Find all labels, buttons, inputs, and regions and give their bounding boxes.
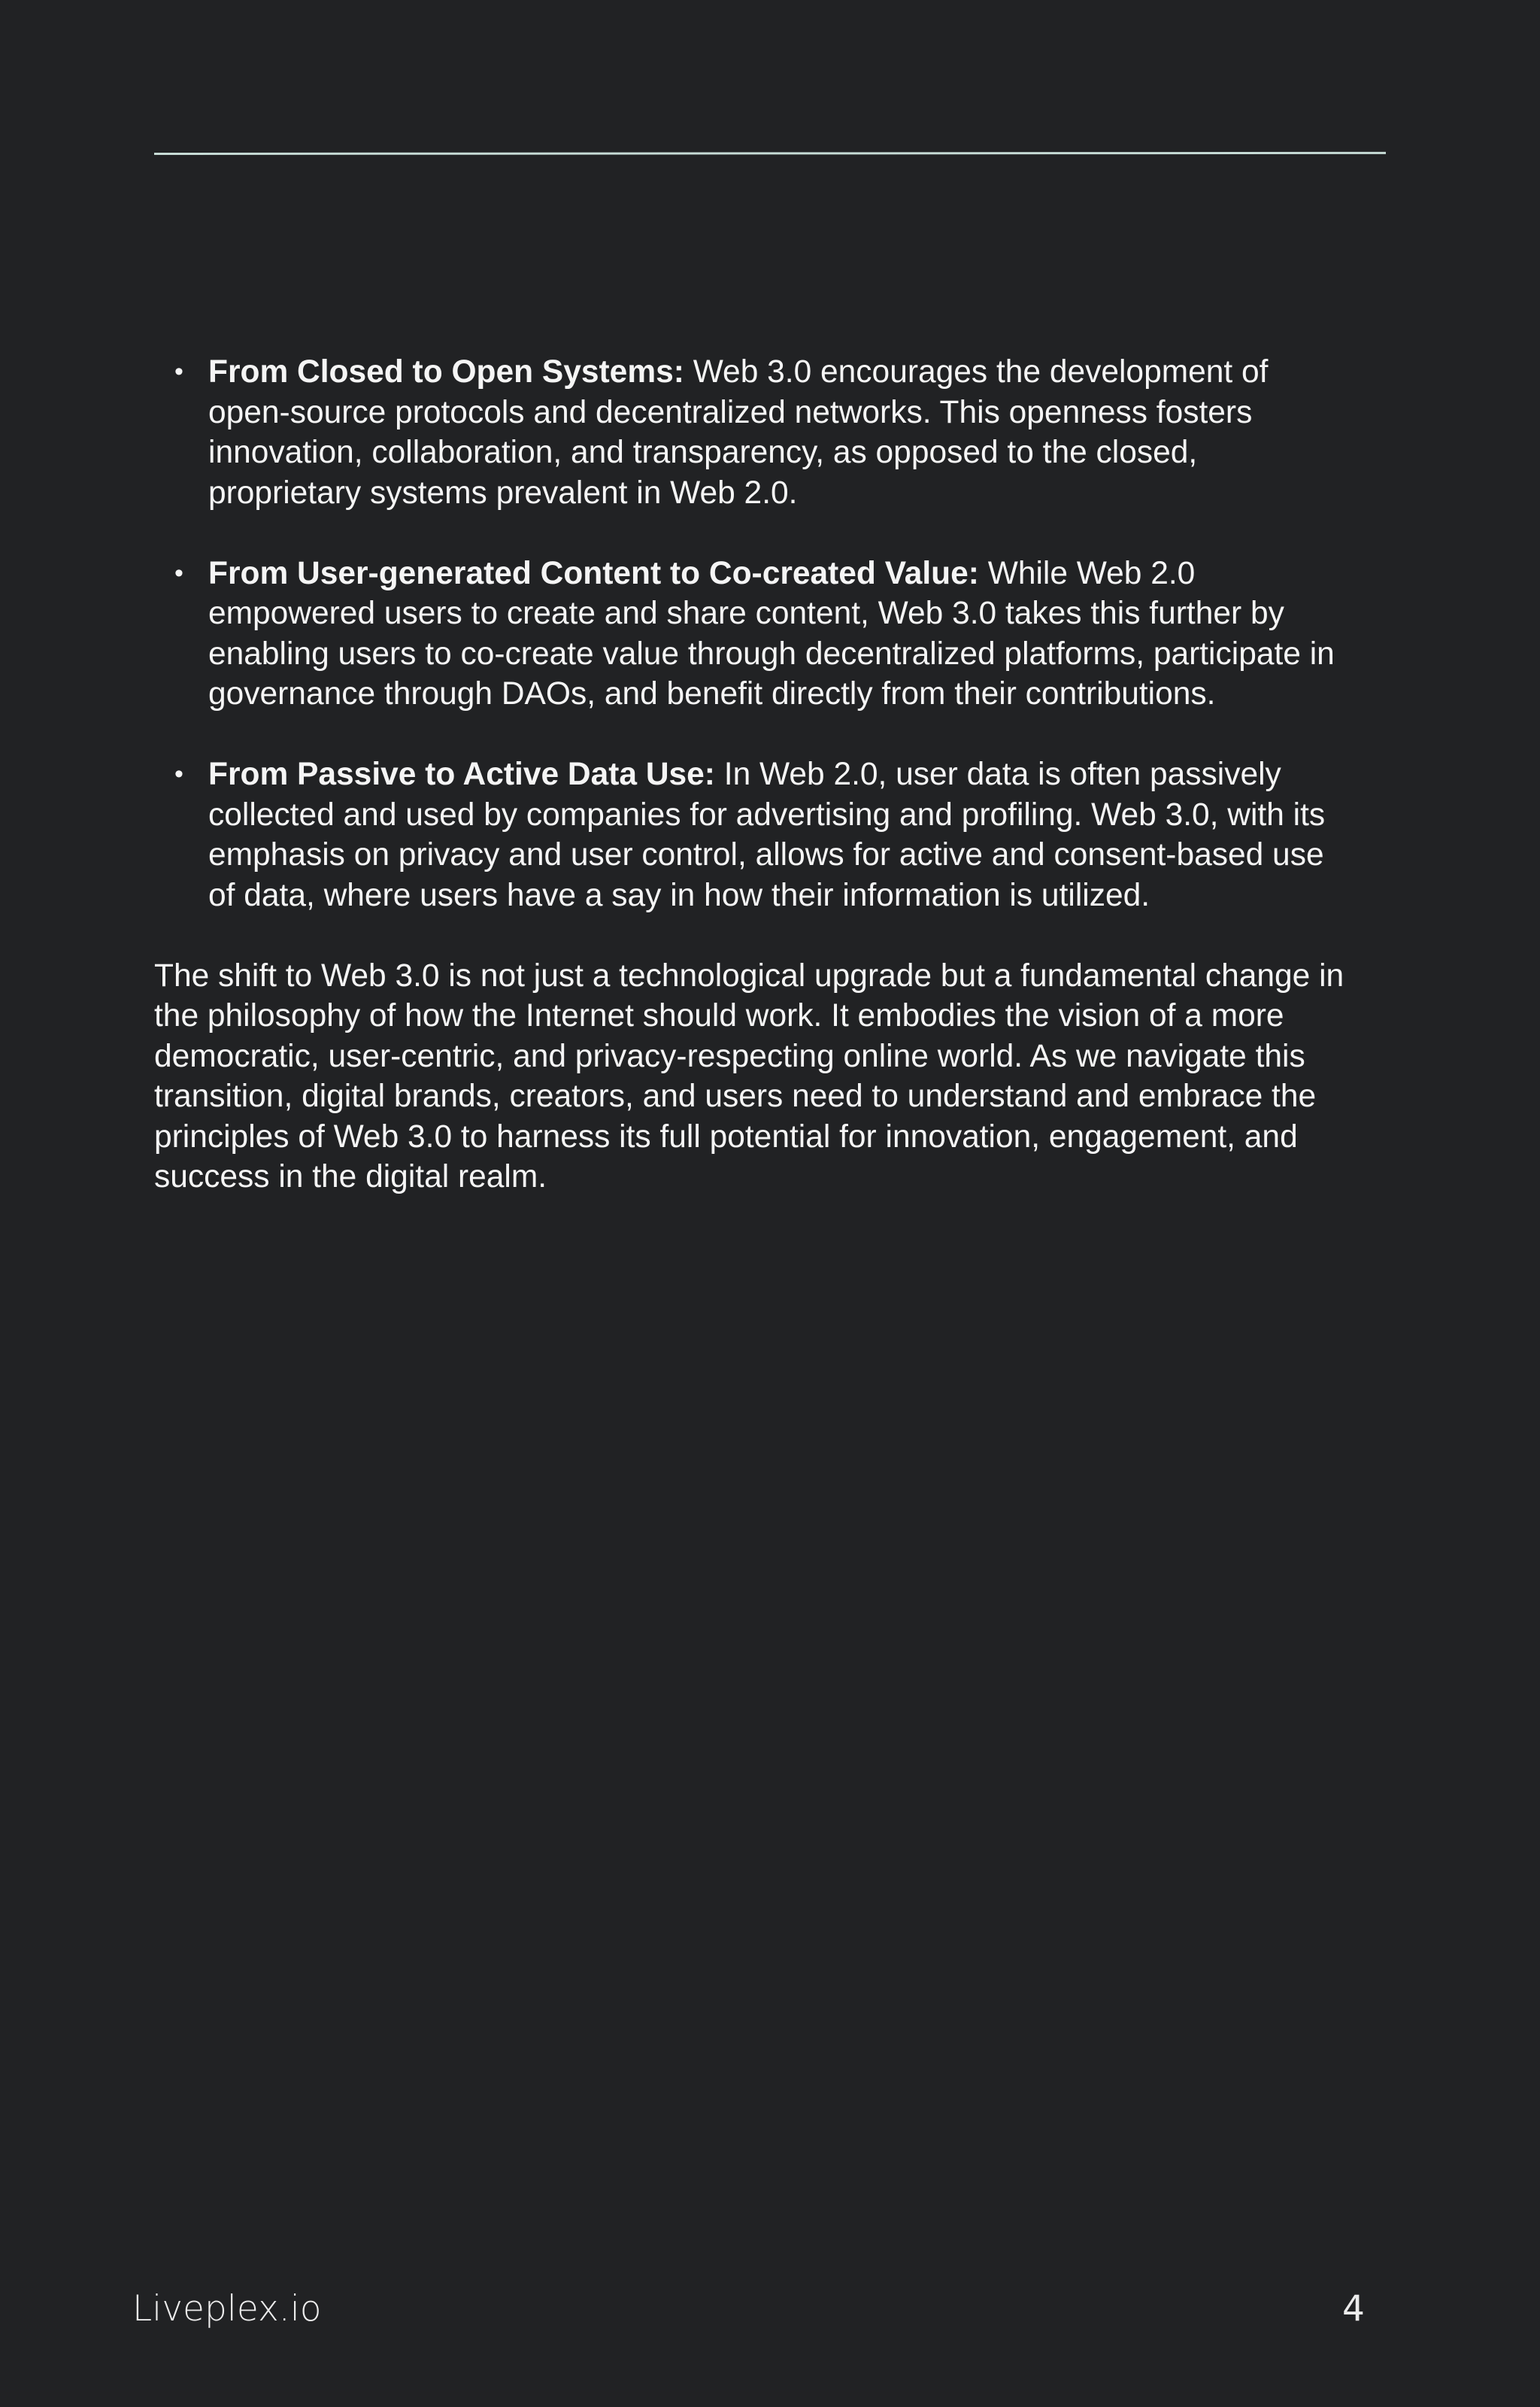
list-item — [154, 754, 1350, 915]
bullet-icon: • — [174, 357, 183, 386]
footer-brand: Liveplex.io — [132, 2288, 322, 2330]
header-rule — [154, 152, 1386, 155]
bullet-icon: • — [174, 558, 183, 587]
bullet-lead: From User-generated Content to Co-created Value: — [208, 555, 979, 591]
closing-paragraph: The shift to Web 3.0 is not just a technological upgrade but a fundamental change in the philosophy of how the Internet should work. It embodies the vision of a more democratic, user-centric, and privacy-respecting online world. As we navigate this transition, digital brands, creators, and users need to understand and embrace the principles of Web 3.0 to harness its full potential for innovation, engagement, and success in the digital realm. — [154, 958, 1344, 1194]
bullet-lead: From Passive to Active Data Use: — [208, 757, 715, 792]
bullet-text: While Web 2.0 empowered users to create and share content, Web 3.0 takes this further by enabling users to co-create value through decentralized platforms, participate in governance through DAOs, and benefit directly from their contributions. — [208, 555, 1335, 712]
bullet-icon: • — [174, 760, 183, 788]
page-content — [154, 352, 1350, 1197]
list-item — [154, 352, 1350, 513]
page-number: 4 — [1342, 2288, 1365, 2330]
bullet-text: Web 3.0 encourages the development of open-source protocols and decentralized networks. This openness fosters innovation, collaboration, and transparency, as opposed to the closed, proprietary systems prevalent in Web 2.0. — [208, 354, 1269, 511]
bullet-list — [154, 352, 1350, 915]
bullet-lead: From Closed to Open Systems: — [208, 354, 684, 390]
list-item — [154, 554, 1350, 715]
bullet-text: In Web 2.0, user data is often passively collected and used by companies for advertising and profiling. Web 3.0, with its emphasis on privacy and user control, allows for active and consent-based use of data, where users have a say in how their information is utilized. — [208, 757, 1326, 913]
